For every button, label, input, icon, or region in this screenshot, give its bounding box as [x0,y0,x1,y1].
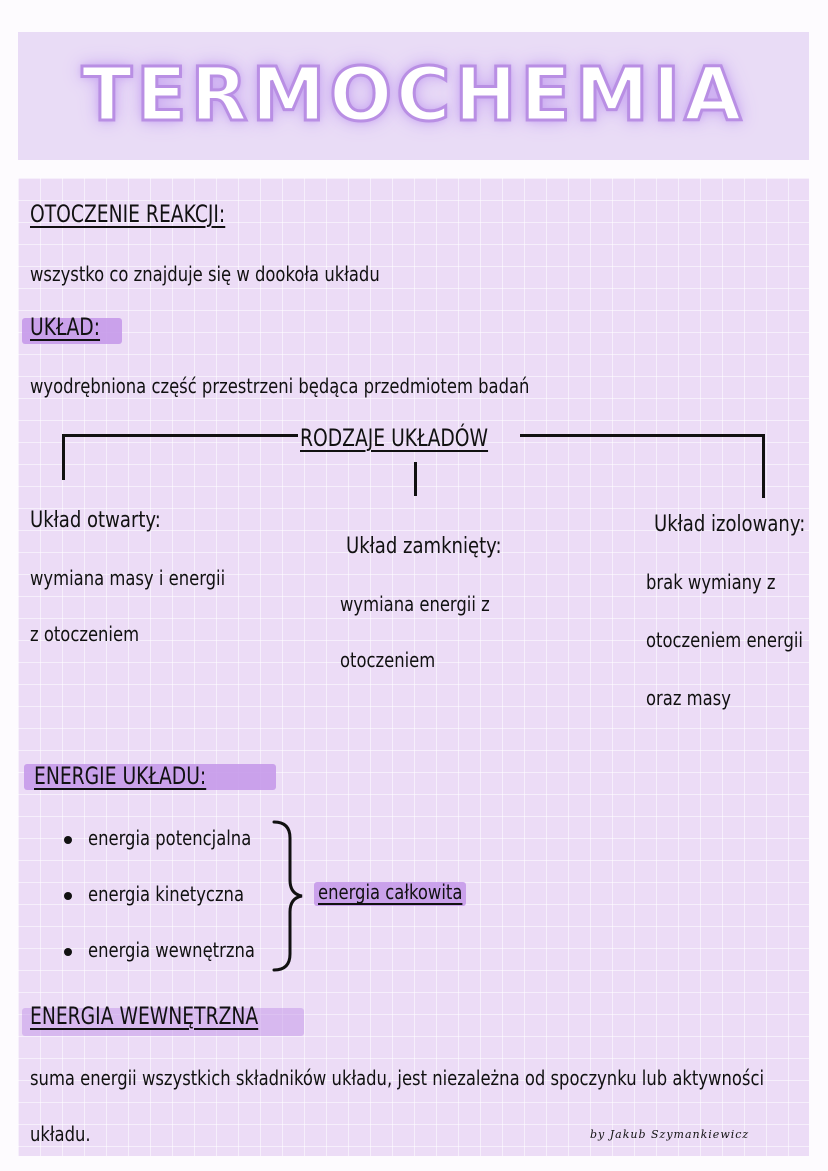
zamkniety-title: Układ zamknięty: [346,534,502,559]
energia-calkowita: energia całkowita [318,880,463,904]
wewnetrzna-text-line-1: suma energii wszystkich składników układu, jest niezależna od spoczynku lub aktywności [30,1066,765,1090]
izolowany-line-3: oraz masy [646,686,731,710]
bullet [64,892,72,900]
rodzaje-heading: RODZAJE UKŁADÓW [300,424,489,452]
uklad-text: wyodrębniona część przestrzeni będąca przedmiotem badań [30,374,530,398]
izolowany-line-1: brak wymiany z [646,570,776,594]
uklad-heading: UKŁAD: [30,313,101,341]
otwarty-title: Układ otwarty: [30,508,161,533]
izolowany-line-2: otoczeniem energii [646,628,804,652]
notes-sheet [18,178,809,1156]
energie-item-2: energia kinetyczna [88,882,245,906]
branch-zamkniety [414,462,417,496]
curly-brace [268,818,308,978]
wewnetrzna-heading: ENERGIA WEWNĘTRZNA [30,1002,259,1030]
energie-item-1: energia potencjalna [88,826,252,850]
otoczenie-heading: OTOCZENIE REAKCJI: [30,200,226,228]
connector-right [520,434,765,437]
connector-left [62,434,298,437]
bullet [64,836,72,844]
title-banner [18,32,809,160]
energie-heading: ENERGIE UKŁADU: [34,762,207,790]
wewnetrzna-text-line-2: układu. [30,1122,91,1146]
zamkniety-line-1: wymiana energii z [340,592,490,616]
otoczenie-text: wszystko co znajduje się w dookoła układu [30,262,380,286]
branch-izolowany [762,434,765,498]
page-title: TERMOCHEMIA [81,52,746,138]
branch-otwarty [62,434,65,480]
otwarty-line-1: wymiana masy i energii [30,566,226,590]
bullet [64,948,72,956]
izolowany-title: Układ izolowany: [654,512,806,537]
energie-item-3: energia wewnętrzna [88,938,255,962]
zamkniety-line-2: otoczeniem [340,648,436,672]
otwarty-line-2: z otoczeniem [30,622,140,646]
author-signature: by Jakub Szymankiewicz [590,1128,750,1141]
